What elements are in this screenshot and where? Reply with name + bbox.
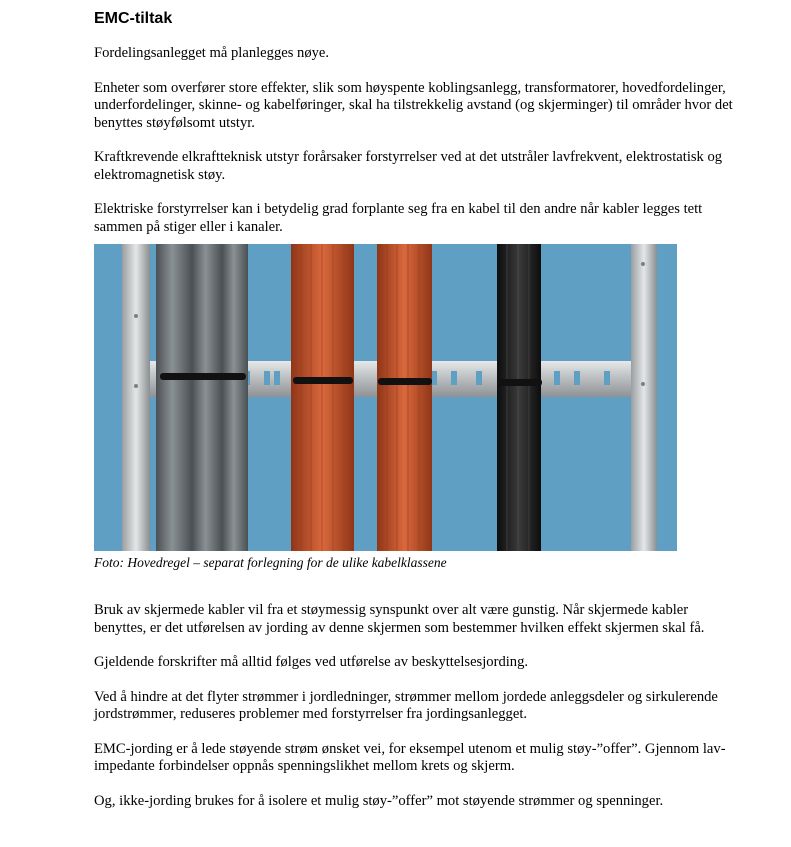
paragraph-shielded-cables: Bruk av skjermede kabler vil fra et støymessig synspunkt over alt være gunstig. Når skjermede kabler benyttes, er det utførelsen av jording av denne skjermen som bestemmer hvilken effekt skjermen skal få. (94, 602, 705, 636)
grey-cable-bundle (156, 244, 248, 551)
orange-cable-bundle-right (377, 244, 432, 551)
document-page (94, 9, 734, 827)
paragraph-propagation: Elektriske forstyrrelser kan i betydelig grad forplante seg fra en kabel til den andre når kabler legges tett sammen på stiger eller i kanaler. (94, 201, 703, 235)
paragraph-noise-sources: Kraftkrevende elkraftteknisk utstyr forårsaker forstyrrelser ved at det utstråler lavfrekvent, elektrostatisk og elektromagnetisk støy. (94, 149, 723, 183)
paragraph-non-grounding: Og, ikke-jording brukes for å isolere et mulig støy-”offer” mot støyende strømmer og spenninger. (94, 792, 664, 809)
paragraph-regulations: Gjeldende forskrifter må alltid følges ved utførelse av beskyttelsesjording. (94, 654, 529, 670)
left-ladder-post (122, 244, 150, 551)
orange-cable-bundle-left (291, 244, 354, 551)
black-cable-bundle (497, 244, 541, 551)
paragraph-emc-grounding: EMC-jording er å lede støyende strøm ønsket vei, for eksempel utenom et mulig støy-”offer”. Gjennom lav-impedante forbindelser oppnås spenningslikhet mellom krets og skjerm. (94, 740, 726, 774)
paragraph-planning: Fordelingsanlegget må planlegges nøye. (94, 45, 330, 61)
paragraph-distance: Enheter som overfører store effekter, slik som høyspente koblingsanlegg, transformatorer, hovedfordelinger, underfordelinger, skinne- og kabelføringer, skal ha tilstrekkelig avstand (og skjerminger) til områder hvor det benyttes støyfølsomt utstyr. (94, 79, 733, 131)
cable-photo (94, 244, 677, 551)
page-title: EMC-tiltak (94, 10, 173, 27)
paragraph-ground-currents: Ved å hindre at det flyter strømmer i jordledninger, strømmer mellom jordede anleggsdeler og sirkulerende jordstrømmer, reduseres problemer med forstyrrelser fra jordingsanlegget. (94, 688, 718, 722)
photo-caption: Foto: Hovedregel – separat forlegning for de ulike kabelklassene (94, 555, 447, 570)
cable-photo-illustration (94, 244, 677, 551)
right-ladder-post (631, 244, 657, 551)
